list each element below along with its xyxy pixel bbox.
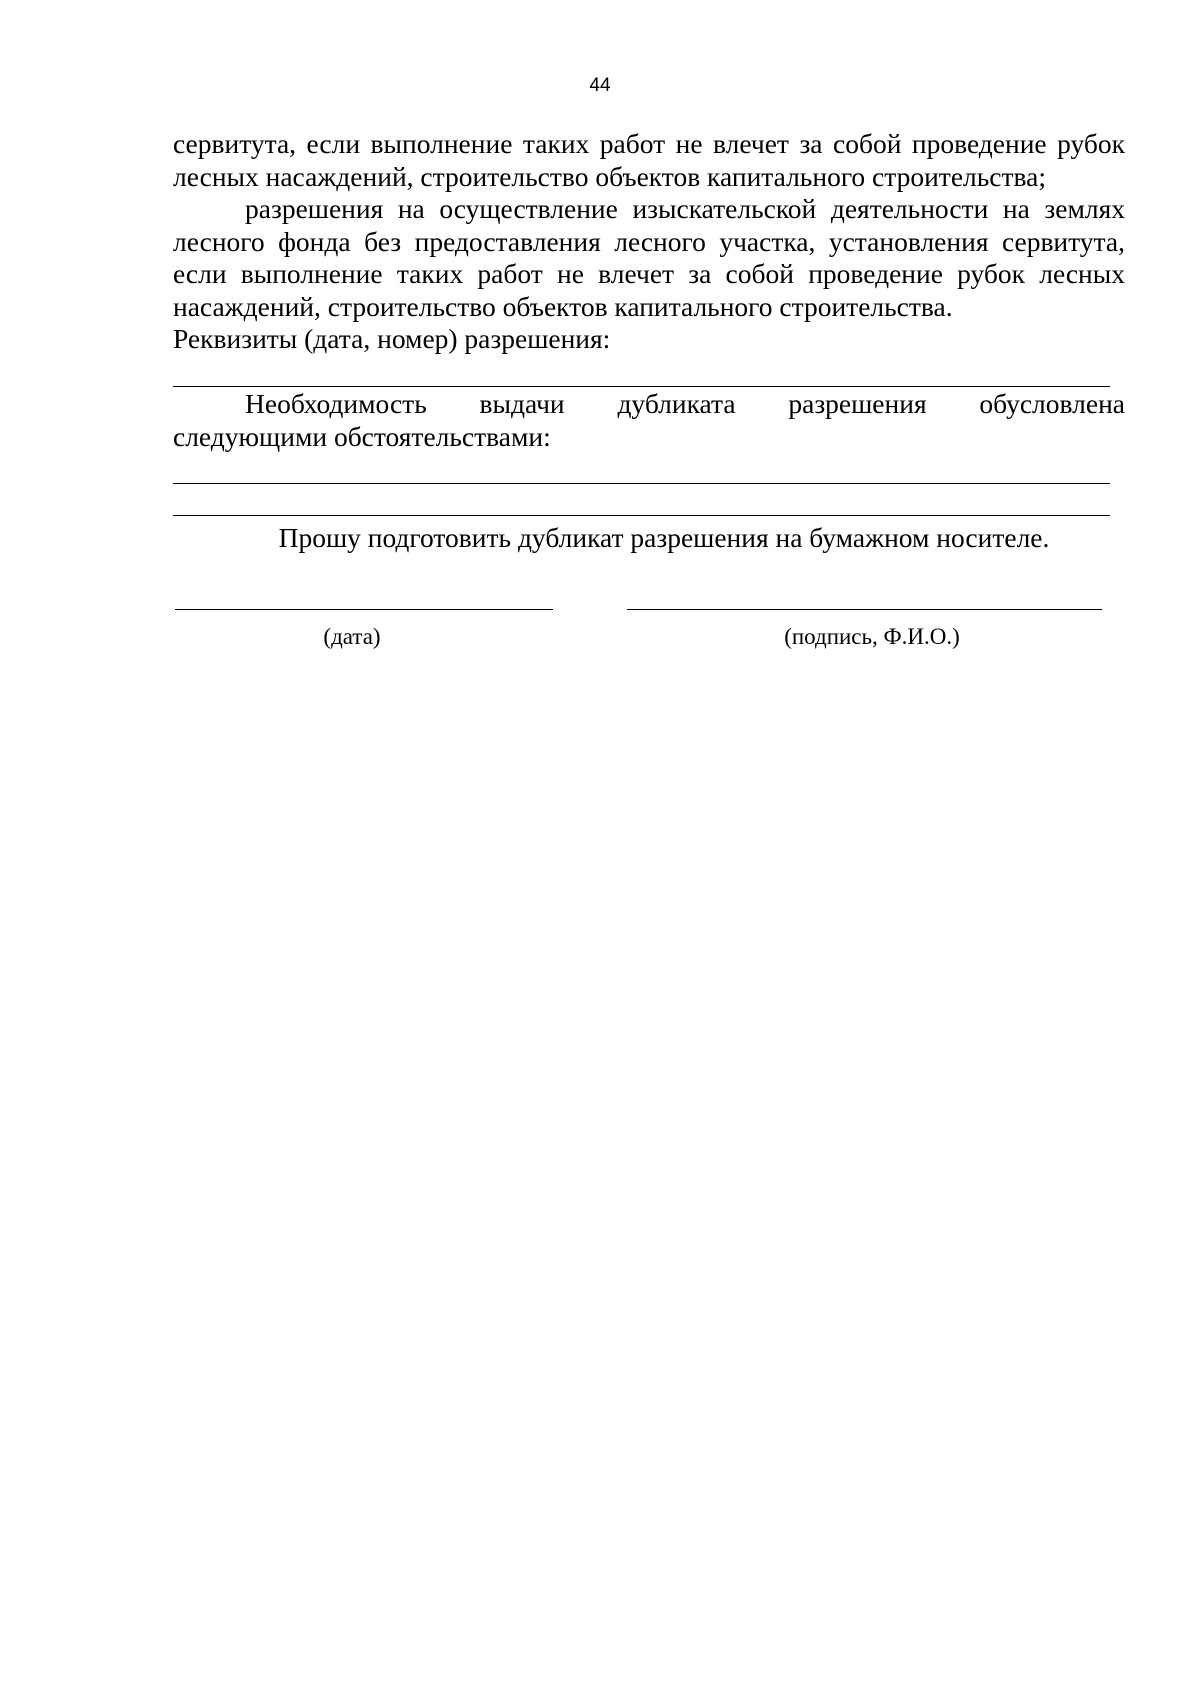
name-signature-line	[627, 609, 1102, 610]
reason-fill-line-2	[173, 515, 1110, 516]
paragraph-servitude: сервитута, если выполнение таких работ не влечет за собой проведение рубок лесных насаждений, строительство объектов капитального строительства;	[173, 128, 1125, 192]
page-number: 44	[589, 75, 611, 96]
duplicate-reason-line-2: следующими обстоятельствами:	[173, 420, 551, 452]
signature-caption: (подпись, Ф.И.О.)	[784, 624, 960, 649]
paragraph-survey-permit: разрешения на осуществление изыскательской деятельности на землях лесного фонда без предоставления лесного участка, установления сервитута, если выполнение таких работ не влечет за собой проведение рубок лесных насаждений, строительство объектов капитального строительства.	[173, 193, 1125, 322]
date-caption: (дата)	[323, 624, 381, 649]
reason-fill-line-1	[173, 483, 1110, 484]
request-paragraph: Прошу подготовить дубликат разрешения на бумажном носителе.	[278, 522, 1050, 553]
permit-requisites-label: Реквизиты (дата, номер) разрешения:	[173, 323, 611, 354]
requisites-fill-line	[173, 386, 1110, 387]
duplicate-reason-block	[173, 388, 1125, 453]
document-body	[173, 128, 1125, 356]
date-signature-line	[175, 609, 553, 610]
duplicate-reason-line-1: Необходимость выдачи дубликата разрешения обусловлена	[245, 388, 1125, 419]
